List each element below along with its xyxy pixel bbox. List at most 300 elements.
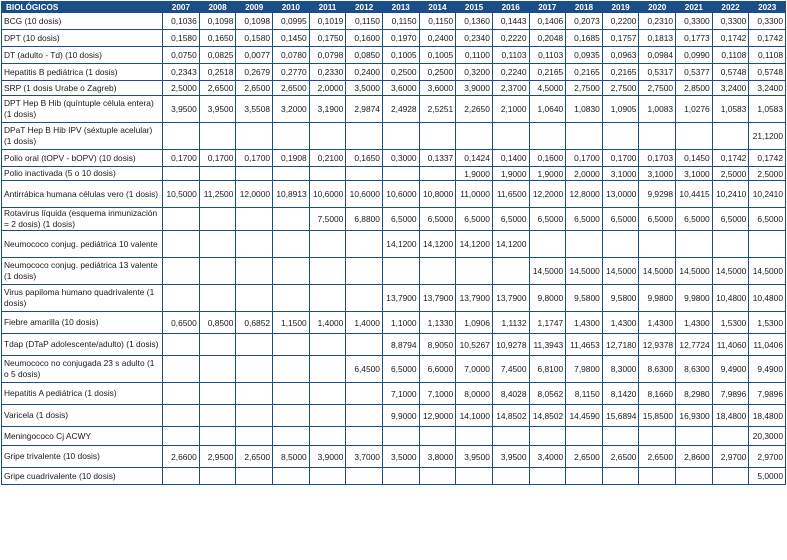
price-cell: 9,9298	[639, 181, 676, 208]
price-cell: 3,1000	[602, 167, 639, 181]
price-cell	[382, 123, 419, 150]
price-cell: 0,2200	[602, 13, 639, 30]
price-cell: 13,7900	[456, 285, 493, 312]
price-cell	[602, 468, 639, 485]
table-row	[2, 427, 786, 446]
price-cell	[492, 468, 529, 485]
price-cell	[273, 356, 310, 383]
price-cell: 0,0825	[199, 47, 236, 64]
price-cell: 3,9000	[309, 446, 346, 468]
price-cell	[346, 383, 383, 405]
price-cell: 8,5000	[273, 446, 310, 468]
table-row	[2, 258, 786, 285]
header-year: 2017	[529, 2, 566, 13]
price-cell: 1,5300	[749, 312, 786, 334]
price-cell	[712, 123, 749, 150]
price-cell	[382, 167, 419, 181]
price-cell: 15,6894	[602, 405, 639, 427]
price-cell: 1,4000	[309, 312, 346, 334]
biologico-name-cell: Rotavirus líquida (esquema inmunización = 2 dosis) (1 dosis)	[2, 208, 163, 231]
price-cell: 0,0935	[566, 47, 603, 64]
price-cell: 3,5508	[236, 96, 273, 123]
table-row	[2, 181, 786, 208]
price-cell: 1,5300	[712, 312, 749, 334]
price-cell	[309, 258, 346, 285]
price-cell: 8,2980	[676, 383, 713, 405]
price-cell: 8,1150	[566, 383, 603, 405]
price-cell: 3,2000	[273, 96, 310, 123]
price-cell: 0,1742	[712, 30, 749, 47]
price-cell: 0,1150	[346, 13, 383, 30]
price-cell: 0,3000	[382, 150, 419, 167]
price-cell: 10,6000	[382, 181, 419, 208]
price-cell: 14,1000	[456, 405, 493, 427]
price-cell	[163, 405, 200, 427]
price-cell: 0,1700	[199, 150, 236, 167]
price-cell: 14,1200	[456, 231, 493, 258]
price-cell: 12,7180	[602, 334, 639, 356]
price-cell	[639, 468, 676, 485]
price-cell: 3,9500	[199, 96, 236, 123]
price-cell: 0,1700	[163, 150, 200, 167]
price-cell: 0,1036	[163, 13, 200, 30]
price-cell: 2,6500	[602, 446, 639, 468]
price-cell	[346, 123, 383, 150]
price-cell: 2,0000	[309, 81, 346, 96]
price-cell: 0,2100	[309, 150, 346, 167]
price-cell: 2,8500	[676, 81, 713, 96]
price-cell: 0,2500	[419, 64, 456, 81]
price-cell: 6,8100	[529, 356, 566, 383]
price-cell: 2,9700	[749, 446, 786, 468]
price-cell: 14,1200	[419, 231, 456, 258]
price-cell	[199, 208, 236, 231]
price-cell: 9,8000	[529, 285, 566, 312]
price-cell: 1,1330	[419, 312, 456, 334]
biologico-name-cell: DPT Hep B Hib (quíntuple célula entera) (1 dosis)	[2, 96, 163, 123]
price-cell	[346, 468, 383, 485]
price-cell: 2,5000	[749, 167, 786, 181]
table-row	[2, 446, 786, 468]
price-cell	[676, 427, 713, 446]
price-cell	[273, 285, 310, 312]
price-cell	[346, 258, 383, 285]
price-cell: 2,7500	[639, 81, 676, 96]
price-cell: 0,1742	[749, 150, 786, 167]
price-cell: 13,0000	[602, 181, 639, 208]
price-cell	[566, 468, 603, 485]
price-cell: 20,3000	[749, 427, 786, 446]
table-row	[2, 356, 786, 383]
price-cell	[273, 231, 310, 258]
header-year: 2014	[419, 2, 456, 13]
price-cell: 3,2400	[749, 81, 786, 96]
price-cell: 21,1200	[749, 123, 786, 150]
price-cell: 0,1400	[492, 150, 529, 167]
price-cell: 8,0562	[529, 383, 566, 405]
table-row	[2, 47, 786, 64]
price-cell: 0,1600	[346, 30, 383, 47]
price-cell: 11,2500	[199, 181, 236, 208]
price-cell: 10,5267	[456, 334, 493, 356]
price-cell: 9,9800	[676, 285, 713, 312]
price-cell: 1,1132	[492, 312, 529, 334]
price-cell: 0,2679	[236, 64, 273, 81]
price-cell	[273, 123, 310, 150]
biologico-name-cell: Neumococo no conjugada 23 s adulto (1 o 5 dosis)	[2, 356, 163, 383]
price-cell: 0,2165	[566, 64, 603, 81]
biologico-name-cell: DT (adulto - Td) (10 dosis)	[2, 47, 163, 64]
price-cell	[273, 468, 310, 485]
price-cell: 0,1742	[749, 30, 786, 47]
price-cell	[163, 285, 200, 312]
price-cell: 0,1650	[346, 150, 383, 167]
price-cell	[456, 468, 493, 485]
price-cell	[456, 258, 493, 285]
price-cell: 14,5000	[639, 258, 676, 285]
price-cell: 0,3300	[712, 13, 749, 30]
price-cell: 0,5748	[749, 64, 786, 81]
price-cell: 0,3300	[749, 13, 786, 30]
price-cell	[712, 468, 749, 485]
table-row	[2, 123, 786, 150]
price-cell: 1,0083	[639, 96, 676, 123]
price-cell: 8,6300	[676, 356, 713, 383]
price-cell: 0,1005	[419, 47, 456, 64]
header-year: 2010	[273, 2, 310, 13]
price-cell: 0,1406	[529, 13, 566, 30]
price-cell: 0,1450	[273, 30, 310, 47]
price-cell: 2,9700	[712, 446, 749, 468]
price-cell: 0,1103	[529, 47, 566, 64]
price-cell: 3,8000	[419, 446, 456, 468]
price-cell: 6,5000	[382, 356, 419, 383]
price-cell: 2,9500	[199, 446, 236, 468]
price-cell	[199, 334, 236, 356]
header-year: 2018	[566, 2, 603, 13]
price-cell: 12,8000	[566, 181, 603, 208]
price-cell: 14,8502	[529, 405, 566, 427]
price-cell: 14,5000	[602, 258, 639, 285]
price-cell	[382, 427, 419, 446]
price-cell: 8,1660	[639, 383, 676, 405]
header-biologicos: BIOLÓGICOS	[2, 2, 163, 13]
price-cell: 12,9378	[639, 334, 676, 356]
price-cell: 0,1360	[456, 13, 493, 30]
header-year: 2022	[712, 2, 749, 13]
price-cell	[163, 231, 200, 258]
header-year: 2021	[676, 2, 713, 13]
price-cell: 0,1424	[456, 150, 493, 167]
price-cell: 0,2770	[273, 64, 310, 81]
price-cell: 6,5000	[566, 208, 603, 231]
biologico-name-cell: Neumococo conjug. pediátrica 10 valente	[2, 231, 163, 258]
price-cell: 0,2330	[309, 64, 346, 81]
price-cell: 1,0276	[676, 96, 713, 123]
price-cell: 0,6500	[163, 312, 200, 334]
price-cell	[309, 334, 346, 356]
price-cell	[163, 334, 200, 356]
price-cell: 0,2340	[456, 30, 493, 47]
price-cell: 10,4415	[676, 181, 713, 208]
price-cell	[419, 427, 456, 446]
price-cell: 0,0750	[163, 47, 200, 64]
price-cell: 13,7900	[419, 285, 456, 312]
price-cell: 5,0000	[749, 468, 786, 485]
price-cell: 1,0583	[749, 96, 786, 123]
price-cell: 11,4653	[566, 334, 603, 356]
price-cell: 8,1420	[602, 383, 639, 405]
price-cell	[199, 231, 236, 258]
price-cell: 2,1000	[492, 96, 529, 123]
price-cell	[236, 167, 273, 181]
price-cell: 2,6500	[236, 446, 273, 468]
price-cell	[456, 123, 493, 150]
price-cell	[199, 383, 236, 405]
price-cell: 1,1500	[273, 312, 310, 334]
price-cell: 6,5000	[382, 208, 419, 231]
price-cell: 0,1600	[529, 150, 566, 167]
table-row	[2, 468, 786, 485]
price-cell: 0,5317	[639, 64, 676, 81]
price-cell: 0,1098	[236, 13, 273, 30]
price-cell: 1,4300	[676, 312, 713, 334]
price-cell	[492, 123, 529, 150]
price-cell: 0,1703	[639, 150, 676, 167]
price-cell: 9,9800	[639, 285, 676, 312]
price-cell	[602, 231, 639, 258]
price-cell: 1,0640	[529, 96, 566, 123]
price-cell: 0,1103	[492, 47, 529, 64]
header-row	[2, 2, 786, 13]
price-cell: 6,5000	[712, 208, 749, 231]
vaccine-price-table	[1, 1, 786, 485]
price-cell	[419, 258, 456, 285]
table-row	[2, 13, 786, 30]
price-cell: 8,9050	[419, 334, 456, 356]
price-cell	[382, 468, 419, 485]
price-cell: 2,7500	[602, 81, 639, 96]
price-cell: 3,5000	[382, 446, 419, 468]
price-cell: 3,1900	[309, 96, 346, 123]
price-cell: 13,7900	[492, 285, 529, 312]
price-cell: 12,7724	[676, 334, 713, 356]
price-cell: 10,8913	[273, 181, 310, 208]
price-cell: 2,7500	[566, 81, 603, 96]
price-cell	[199, 285, 236, 312]
price-cell: 1,0906	[456, 312, 493, 334]
price-cell	[492, 258, 529, 285]
price-cell	[236, 334, 273, 356]
price-cell: 0,0963	[602, 47, 639, 64]
price-cell: 13,7900	[382, 285, 419, 312]
price-cell: 11,6500	[492, 181, 529, 208]
price-cell: 0,1108	[749, 47, 786, 64]
price-cell: 10,6000	[346, 181, 383, 208]
price-cell: 3,9500	[492, 446, 529, 468]
price-cell: 2,5000	[712, 167, 749, 181]
price-cell: 2,6600	[163, 446, 200, 468]
price-cell: 14,5000	[712, 258, 749, 285]
price-cell: 0,3200	[456, 64, 493, 81]
table-header	[2, 2, 786, 13]
price-cell: 0,1813	[639, 30, 676, 47]
table-row	[2, 64, 786, 81]
price-cell	[492, 427, 529, 446]
price-cell	[199, 427, 236, 446]
biologico-name-cell: Hepatitis A pediátrica (1 dosis)	[2, 383, 163, 405]
price-cell	[236, 356, 273, 383]
price-cell	[749, 231, 786, 258]
price-cell	[529, 427, 566, 446]
price-cell: 0,0798	[309, 47, 346, 64]
price-cell	[309, 231, 346, 258]
price-cell	[309, 123, 346, 150]
price-cell: 0,1005	[382, 47, 419, 64]
table-row	[2, 81, 786, 96]
price-cell: 14,5000	[749, 258, 786, 285]
price-cell	[346, 231, 383, 258]
price-cell	[163, 167, 200, 181]
price-cell: 0,1700	[236, 150, 273, 167]
price-cell: 2,0000	[566, 167, 603, 181]
price-cell: 1,1000	[382, 312, 419, 334]
price-cell	[602, 123, 639, 150]
price-cell: 1,4000	[346, 312, 383, 334]
price-cell	[639, 231, 676, 258]
price-cell: 6,8800	[346, 208, 383, 231]
price-cell	[309, 427, 346, 446]
biologico-name-cell: Polio inactivada (5 o 10 dosis)	[2, 167, 163, 181]
price-cell	[529, 123, 566, 150]
price-cell	[712, 231, 749, 258]
price-cell	[273, 334, 310, 356]
price-cell	[236, 383, 273, 405]
price-cell	[346, 167, 383, 181]
price-cell	[163, 427, 200, 446]
price-cell	[273, 427, 310, 446]
header-year: 2012	[346, 2, 383, 13]
vaccine-price-table-container	[1, 1, 786, 485]
price-cell	[236, 285, 273, 312]
price-cell	[676, 231, 713, 258]
table-row	[2, 30, 786, 47]
table-row	[2, 167, 786, 181]
price-cell: 7,1000	[419, 383, 456, 405]
price-cell: 0,1150	[382, 13, 419, 30]
price-cell: 0,0780	[273, 47, 310, 64]
price-cell: 0,1685	[566, 30, 603, 47]
price-cell	[163, 123, 200, 150]
price-cell: 9,4900	[712, 356, 749, 383]
biologico-name-cell: Antirrábica humana células vero (1 dosis)	[2, 181, 163, 208]
price-cell: 2,6500	[236, 81, 273, 96]
table-row	[2, 231, 786, 258]
price-cell: 2,9874	[346, 96, 383, 123]
price-cell: 10,2410	[712, 181, 749, 208]
price-cell: 2,6500	[273, 81, 310, 96]
price-cell	[639, 123, 676, 150]
price-cell: 0,1700	[566, 150, 603, 167]
price-cell	[163, 356, 200, 383]
price-cell: 14,5000	[676, 258, 713, 285]
price-cell: 0,2400	[419, 30, 456, 47]
price-cell	[236, 258, 273, 285]
price-cell: 6,6000	[419, 356, 456, 383]
price-cell: 11,3943	[529, 334, 566, 356]
price-cell: 2,4928	[382, 96, 419, 123]
biologico-name-cell: Varicela (1 dosis)	[2, 405, 163, 427]
price-cell: 0,1443	[492, 13, 529, 30]
price-cell: 0,1700	[602, 150, 639, 167]
price-cell: 6,5000	[419, 208, 456, 231]
price-cell: 14,1200	[382, 231, 419, 258]
price-cell: 14,1200	[492, 231, 529, 258]
price-cell	[346, 285, 383, 312]
price-cell: 10,2410	[749, 181, 786, 208]
price-cell: 0,0995	[273, 13, 310, 30]
price-cell: 0,2500	[382, 64, 419, 81]
price-cell: 0,3300	[676, 13, 713, 30]
price-cell	[163, 468, 200, 485]
price-cell	[236, 468, 273, 485]
price-cell: 2,6500	[566, 446, 603, 468]
price-cell	[346, 405, 383, 427]
price-cell: 1,4300	[602, 312, 639, 334]
price-cell: 8,6300	[639, 356, 676, 383]
price-cell: 0,1650	[199, 30, 236, 47]
price-cell	[163, 208, 200, 231]
price-cell: 0,1108	[712, 47, 749, 64]
price-cell	[273, 405, 310, 427]
price-cell: 3,2400	[712, 81, 749, 96]
price-cell: 2,2650	[456, 96, 493, 123]
price-cell: 6,5000	[602, 208, 639, 231]
price-cell	[529, 231, 566, 258]
price-cell: 0,2518	[199, 64, 236, 81]
price-cell	[309, 285, 346, 312]
price-cell: 1,9000	[492, 167, 529, 181]
price-cell: 2,3700	[492, 81, 529, 96]
price-cell: 18,4800	[712, 405, 749, 427]
price-cell: 0,5748	[712, 64, 749, 81]
price-cell: 0,5377	[676, 64, 713, 81]
price-cell: 3,6000	[382, 81, 419, 96]
table-body	[2, 13, 786, 485]
price-cell: 9,5800	[602, 285, 639, 312]
header-year: 2016	[492, 2, 529, 13]
price-cell: 14,5000	[566, 258, 603, 285]
price-cell: 0,1337	[419, 150, 456, 167]
price-cell	[419, 123, 456, 150]
biologico-name-cell: Fiebre amarilla (10 dosis)	[2, 312, 163, 334]
price-cell	[309, 405, 346, 427]
price-cell	[309, 383, 346, 405]
biologico-name-cell: Tdap (DTaP adolescente/adulto) (1 dosis)	[2, 334, 163, 356]
header-year: 2023	[749, 2, 786, 13]
price-cell: 0,8500	[199, 312, 236, 334]
price-cell	[273, 208, 310, 231]
price-cell: 3,9000	[456, 81, 493, 96]
price-cell: 3,1000	[676, 167, 713, 181]
price-cell: 0,0850	[346, 47, 383, 64]
price-cell: 0,2240	[492, 64, 529, 81]
price-cell: 10,6000	[309, 181, 346, 208]
price-cell: 4,5000	[529, 81, 566, 96]
price-cell: 6,5000	[456, 208, 493, 231]
table-row	[2, 334, 786, 356]
price-cell: 0,1742	[712, 150, 749, 167]
